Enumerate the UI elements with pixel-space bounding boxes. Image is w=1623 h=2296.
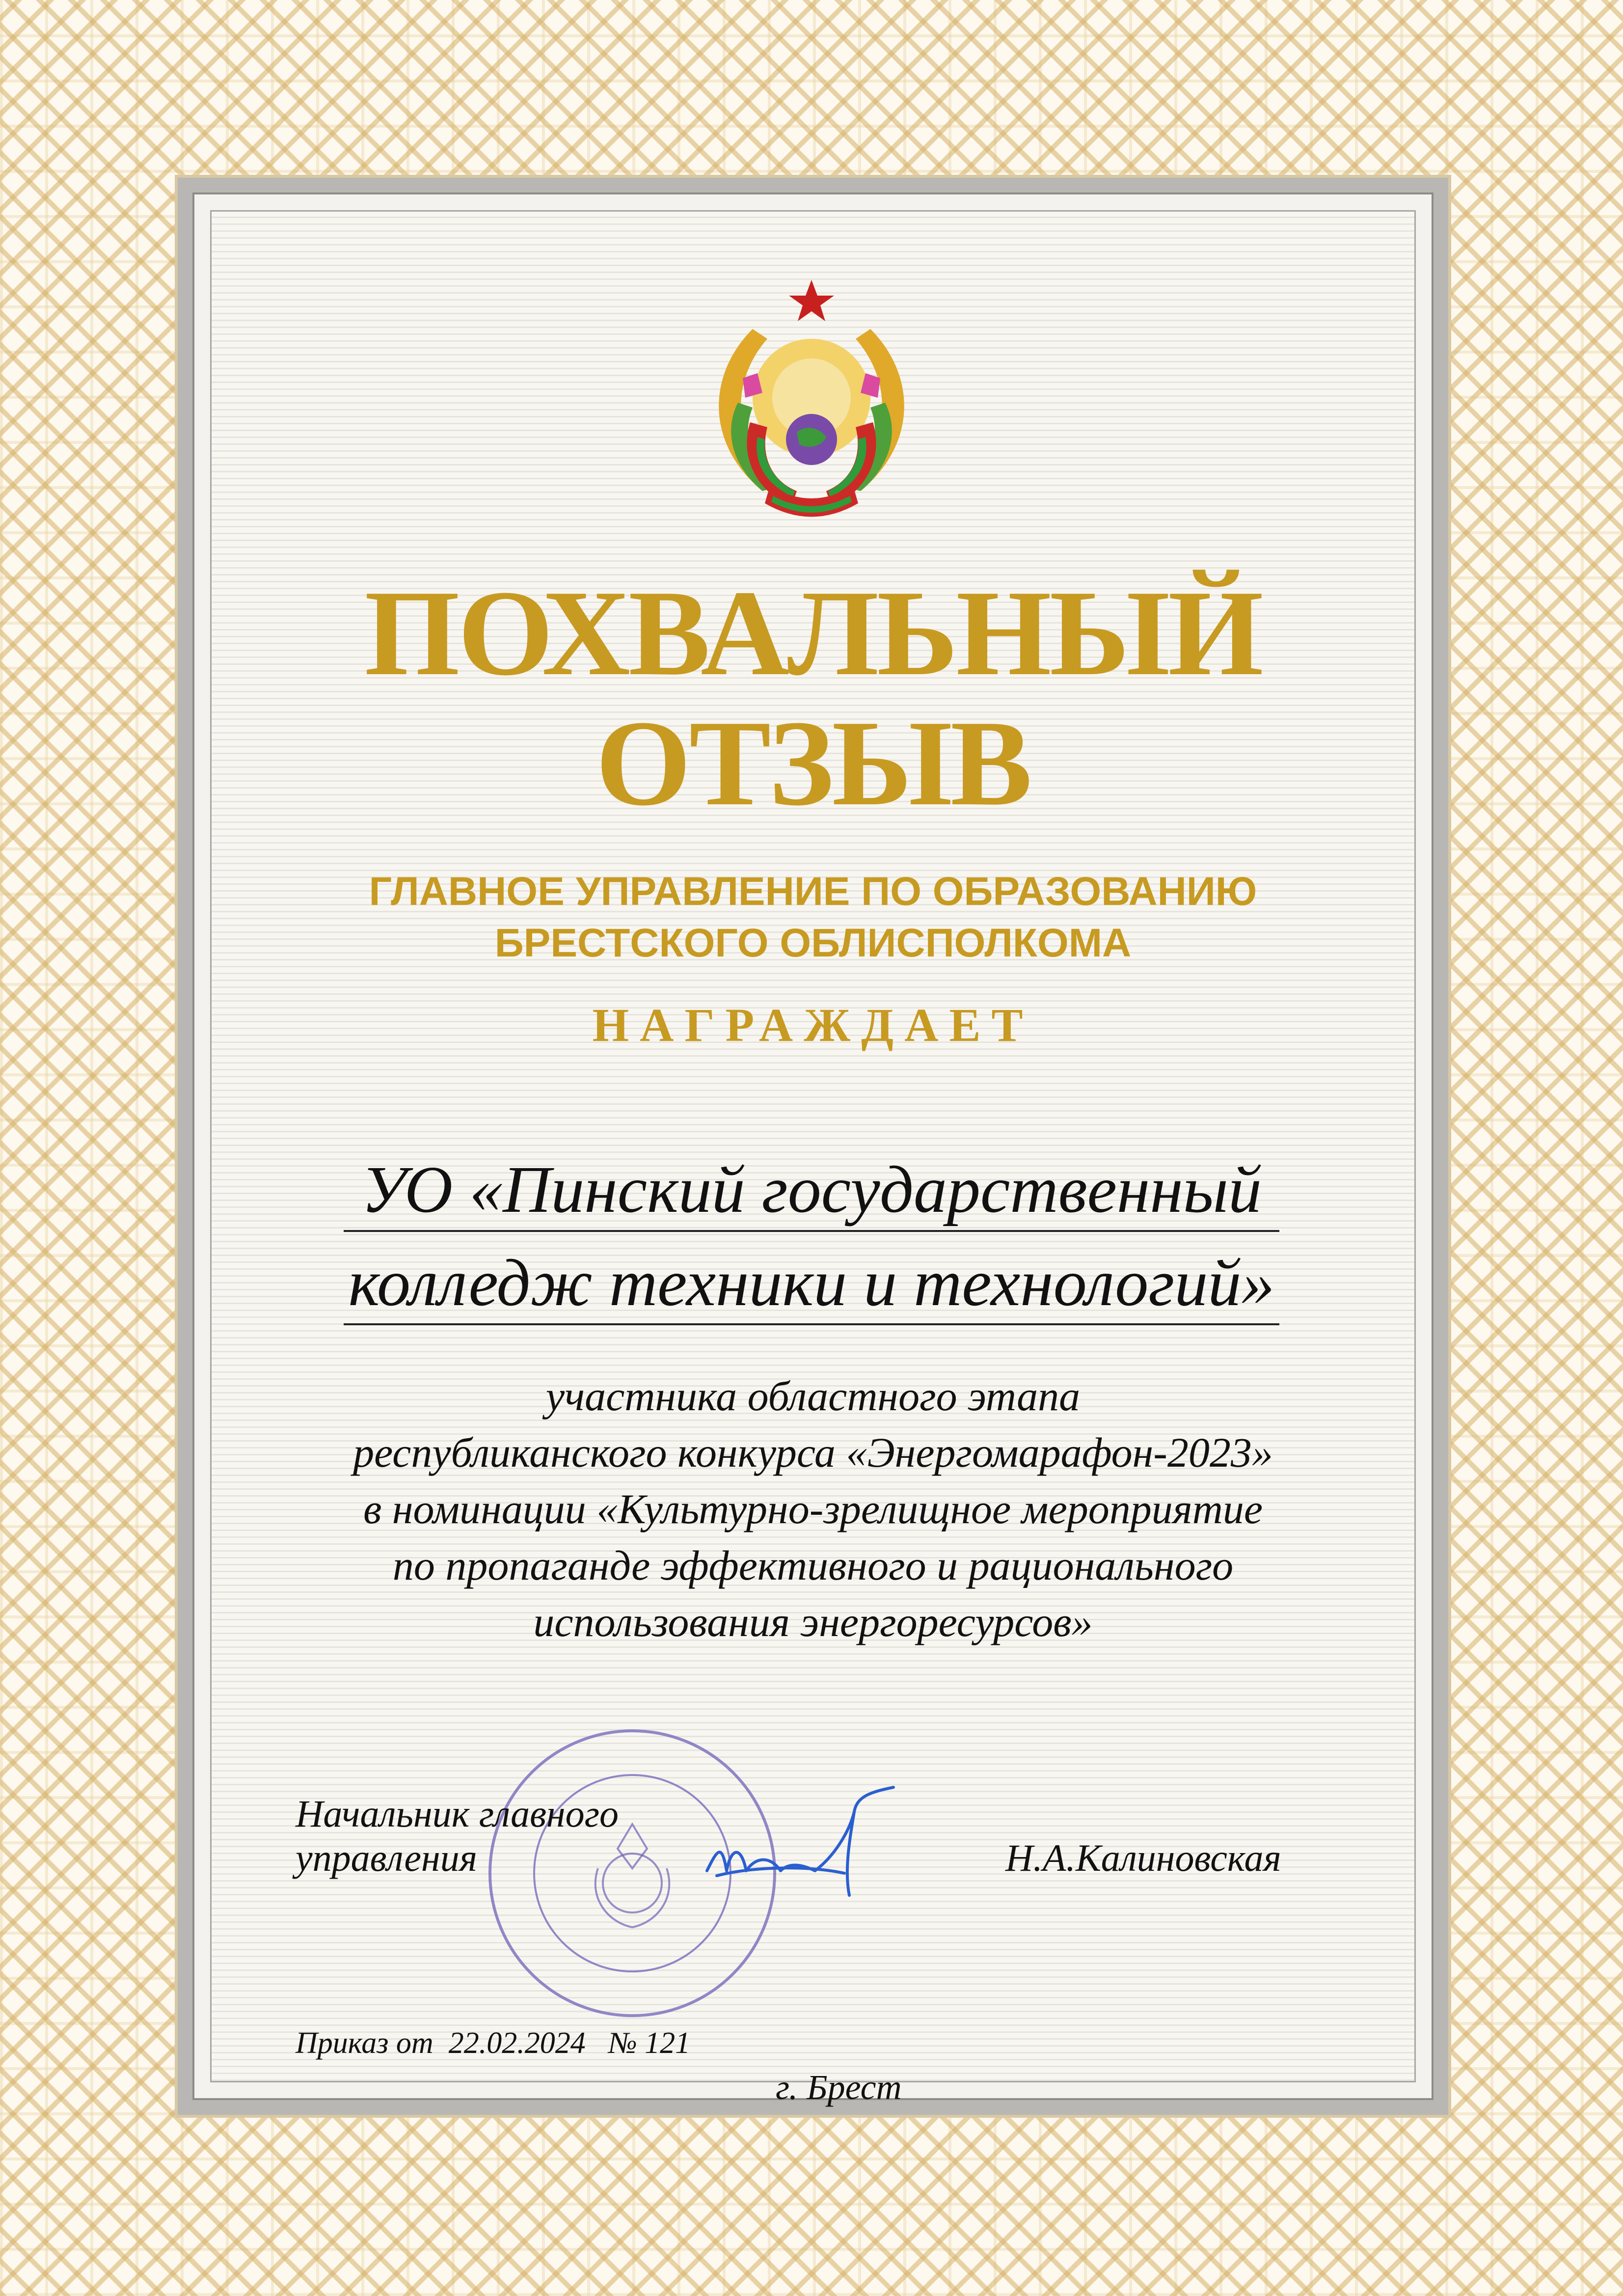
description-line: использования энергоресурсов» (533, 1598, 1093, 1645)
recipient-line-1: УО «Пинский государственный (344, 1156, 1279, 1232)
description-line: в номинации «Культурно-зрелищное мероприятие (363, 1485, 1263, 1532)
issuer-line-2: БРЕСТСКОГО ОБЛИСПОЛКОМА (494, 921, 1132, 965)
city: г. Брест (776, 2068, 902, 2107)
title-line-1: ПОХВАЛЬНЫЙ (364, 565, 1262, 701)
emblem-star (789, 280, 834, 321)
recipient-line-2: колледж техники и технологий» (344, 1250, 1279, 1325)
title-line-2: ОТЗЫВ (595, 695, 1030, 831)
description-line: по пропаганде эффективного и рационального (392, 1542, 1234, 1589)
signatory-position-line-2: управления (296, 1836, 478, 1879)
signatory-name: Н.А.Калиновская (1005, 1836, 1281, 1879)
description-line: республиканского конкурса «Энергомарафон-2023» (353, 1429, 1273, 1476)
handwritten-signature (687, 1773, 923, 1900)
state-emblem (664, 275, 959, 525)
order-reference: Приказ от 22.02.2024 № 121 (296, 2026, 691, 2060)
signatory-position-line-1: Начальник главного (296, 1792, 619, 1835)
description-line: участника областного этапа (545, 1372, 1081, 1420)
issuer-line-1: ГЛАВНОЕ УПРАВЛЕНИЕ ПО ОБРАЗОВАНИЮ (369, 869, 1257, 914)
awards-heading: НАГРАЖДАЕТ (592, 999, 1034, 1051)
